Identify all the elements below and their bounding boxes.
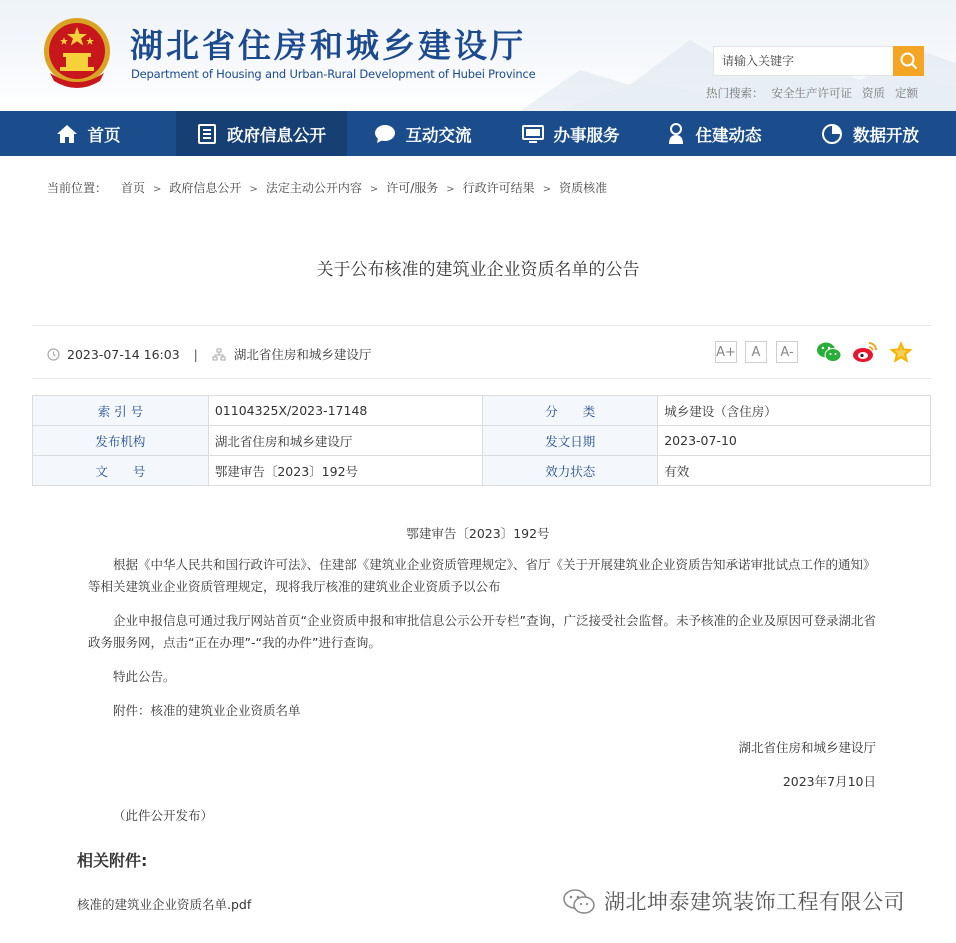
favorite-star-icon[interactable] [888, 340, 914, 364]
nav-item-label: 住建动态 [695, 125, 762, 145]
hot-search-label: 热门搜索： [706, 86, 764, 100]
chevron-right-icon: > [153, 184, 162, 195]
wechat-outline-icon [562, 887, 596, 915]
nav-item-label: 数据开放 [853, 125, 919, 145]
table-key: 发布机构 [33, 426, 209, 456]
divider [32, 378, 931, 379]
document-list-icon [197, 124, 217, 144]
watermark-text: 湖北坤泰建筑装饰工程有限公司 [604, 890, 905, 914]
nav-item-services[interactable] [498, 111, 643, 156]
divider [32, 325, 931, 326]
table-key: 分 类 [483, 396, 658, 426]
chat-bubble-icon [374, 124, 396, 144]
signature-date: 2023年7月10日 [782, 774, 876, 789]
breadcrumb-link[interactable]: 行政许可结果 [462, 181, 535, 195]
attachment-link[interactable]: 核准的建筑业企业资质名单.pdf [77, 897, 252, 912]
publish-datetime: 2023-07-14 16:03 [67, 346, 180, 362]
clock-icon [47, 348, 60, 361]
table-key: 索 引 号 [33, 396, 209, 426]
breadcrumb-link[interactable]: 首页 [121, 181, 146, 195]
site-subtitle: Department of Housing and Urban-Rural Development of Hubei Province [131, 67, 536, 81]
font-size-increase-button[interactable]: A+ [715, 341, 737, 363]
attachments-heading: 相关附件: [77, 851, 148, 870]
monitor-icon [522, 124, 544, 144]
body-paragraph: 根据《中华人民共和国行政许可法》、住建部《建筑业企业资质管理规定》、省厅《关于开展建筑业企业资质告知承诺审批试点工作的通知》等相关建筑业企业资质管理规定，现将我厅核准的建筑业企业资质予以公布 [88, 557, 876, 594]
table-key: 发文日期 [483, 426, 658, 456]
body-paragraph: 附件：核准的建筑业企业资质名单 [113, 703, 301, 718]
hot-search-link[interactable]: 安全生产许可证 [771, 86, 852, 100]
table-row [33, 426, 931, 456]
pie-chart-icon [821, 123, 843, 145]
site-header [0, 0, 956, 111]
font-size-default-button[interactable]: A [745, 341, 767, 363]
table-value: 湖北省住房和城乡建设厅 [208, 426, 482, 456]
table-value: 鄂建审告〔2023〕192号 [208, 456, 482, 486]
nav-item-gov-info[interactable] [176, 111, 347, 156]
document-number: 鄂建审告〔2023〕192号 [406, 526, 550, 541]
font-size-decrease-button[interactable]: A- [776, 341, 798, 363]
chevron-right-icon: > [369, 184, 379, 195]
breadcrumb-link[interactable]: 政府信息公开 [169, 181, 242, 195]
wechat-watermark [562, 886, 905, 916]
hot-search-link[interactable]: 定额 [895, 86, 918, 100]
nav-item-news[interactable] [643, 111, 784, 156]
breadcrumb [47, 179, 607, 196]
signature-org: 湖北省住房和城乡建设厅 [738, 740, 876, 755]
table-value: 城乡建设（含住房） [658, 396, 931, 426]
document-info-table [32, 395, 931, 486]
wechat-icon[interactable] [816, 340, 842, 364]
breadcrumb-link[interactable]: 法定主动公开内容 [265, 181, 362, 195]
meta-separator: | [193, 346, 198, 362]
table-key: 效力状态 [483, 456, 658, 486]
body-paragraph: 企业申报信息可通过我厅网站首页“企业资质申报和审批信息公示公开专栏”查询，广泛接受社会监督。未予核准的企业及原因可登录湖北省政务服务网，点击“正在办理”-“我的办件”进行查询。 [88, 613, 876, 650]
nav-item-label: 政府信息公开 [227, 125, 326, 145]
search-input[interactable] [713, 46, 893, 76]
search-icon [893, 46, 924, 76]
nav-item-interaction[interactable] [347, 111, 498, 156]
article-meta [47, 345, 371, 363]
nav-item-label: 首页 [87, 125, 121, 145]
table-row [33, 396, 931, 426]
home-icon [56, 124, 78, 144]
search-button[interactable] [893, 46, 924, 76]
main-nav [0, 111, 956, 156]
nav-item-open-data[interactable] [784, 111, 956, 156]
breadcrumb-label: 当前位置： [47, 181, 108, 195]
site-title: 湖北省住房和城乡建设厅 [130, 26, 526, 65]
publication-note: （此件公开发布） [113, 808, 214, 823]
table-key: 文 号 [33, 456, 209, 486]
table-value: 有效 [658, 456, 931, 486]
national-emblem-icon [40, 15, 114, 91]
nav-item-label: 互动交流 [405, 125, 472, 145]
hot-search [706, 85, 918, 101]
nav-item-home[interactable] [0, 111, 176, 156]
organization-icon [212, 348, 226, 361]
hot-search-link[interactable]: 资质 [862, 86, 885, 100]
breadcrumb-link[interactable]: 许可/服务 [386, 181, 439, 195]
article-source: 湖北省住房和城乡建设厅 [233, 347, 372, 362]
breadcrumb-link[interactable]: 资质核准 [559, 181, 608, 195]
table-value: 01104325X/2023-17148 [208, 396, 482, 426]
weibo-icon[interactable] [852, 340, 878, 364]
nav-item-label: 办事服务 [553, 125, 620, 145]
person-icon [666, 123, 686, 145]
article-title: 关于公布核准的建筑业企业资质名单的公告 [316, 260, 640, 280]
table-value: 2023-07-10 [658, 426, 931, 456]
body-paragraph: 特此公告。 [113, 669, 176, 684]
chevron-right-icon: > [542, 184, 552, 195]
table-row [33, 456, 931, 486]
chevron-right-icon: > [249, 184, 258, 195]
chevron-right-icon: > [446, 184, 455, 195]
